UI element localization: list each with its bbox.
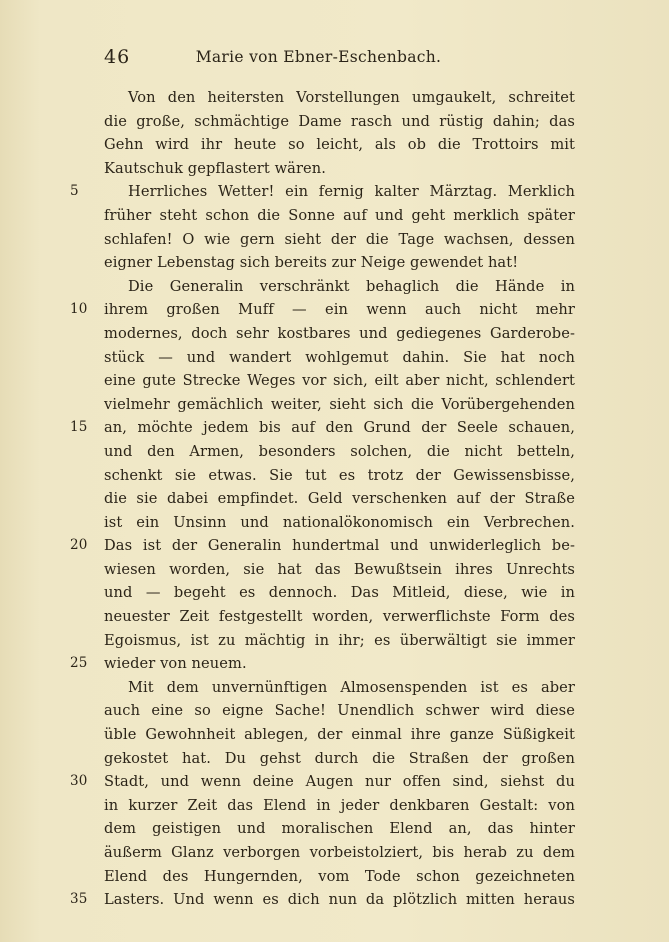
text-line — [70, 416, 575, 440]
text-line — [104, 699, 575, 723]
line-text: neuester Zeit festgestellt worden, verwerflichste Form des — [104, 608, 575, 626]
line-number: 10 — [70, 301, 88, 318]
text-line — [104, 817, 575, 841]
text-line — [104, 251, 575, 275]
text-line — [104, 110, 575, 134]
line-text: auch eine so eigne Sache! Unendlich schwer wird diese — [104, 702, 575, 720]
text-line — [104, 369, 575, 393]
line-text: dem geistigen und moralischen Elend an, das hinter — [104, 820, 575, 838]
line-text: die sie dabei empfindet. Geld verschenken auf der Straße — [104, 490, 575, 508]
text-line — [70, 180, 575, 204]
line-text: eine gute Strecke Weges vor sich, eilt aber nicht, schlendert — [104, 372, 575, 390]
page-number: 46 — [104, 46, 131, 68]
line-number: 15 — [70, 419, 88, 436]
line-text: Kautschuk gepflastert wären. — [104, 159, 327, 177]
text-line — [70, 652, 575, 676]
text-line — [70, 298, 575, 322]
line-text: Gehn wird ihr heute so leicht, als ob die Trottoirs mit — [104, 136, 575, 154]
text-line — [104, 629, 575, 653]
text-line — [104, 393, 575, 417]
line-text: wiesen worden, sie hat das Bewußtsein ihres Unrechts — [104, 560, 575, 578]
line-text: vielmehr gemächlich weiter, sieht sich die Vorübergehenden — [104, 395, 575, 413]
line-text: Herrliches Wetter! ein fernig kalter Märztag. Merklich — [128, 183, 575, 201]
line-text: Elend des Hungernden, vom Tode schon gezeichneten — [104, 867, 575, 885]
line-text: modernes, doch sehr kostbares und gediegenes Garderobe- — [104, 324, 575, 342]
text-line — [104, 723, 575, 747]
line-text: Die Generalin verschränkt behaglich die Hände in — [128, 277, 575, 295]
text-line — [70, 888, 575, 912]
text-line — [104, 487, 575, 511]
running-title: Marie von Ebner-Eschenbach. — [195, 48, 442, 66]
line-number: 30 — [70, 773, 88, 790]
text-line — [104, 581, 575, 605]
line-text: üble Gewohnheit ablegen, der einmal ihre ganze Süßigkeit — [104, 726, 575, 744]
text-line — [104, 511, 575, 535]
line-text: und — begeht es dennoch. Das Mitleid, diese, wie in — [104, 584, 575, 602]
line-text: an, möchte jedem bis auf den Grund der Seele schauen, — [104, 419, 575, 437]
line-text: Von den heitersten Vorstellungen umgaukelt, schreitet — [128, 89, 575, 106]
line-text: ihrem großen Muff — ein wenn auch nicht mehr — [104, 301, 575, 319]
line-text: Mit dem unvernünftigen Almosenspenden ist es aber — [128, 678, 575, 696]
line-number: 35 — [70, 891, 88, 908]
text-line — [70, 770, 575, 794]
page-header — [60, 46, 577, 72]
line-text: die große, schmächtige Dame rasch und rüstig dahin; das — [104, 112, 575, 130]
line-text: Lasters. Und wenn es dich nun da plötzlich mitten heraus — [104, 891, 575, 909]
line-text: stück — und wandert wohlgemut dahin. Sie hat noch — [104, 348, 575, 366]
text-line — [70, 534, 575, 558]
text-line — [104, 605, 575, 629]
body-text — [70, 86, 575, 912]
text-line — [104, 346, 575, 370]
text-line — [104, 841, 575, 865]
text-line — [104, 228, 575, 252]
line-number: 5 — [70, 183, 79, 200]
line-text: eigner Lebenstag sich bereits zur Neige gewendet hat! — [104, 254, 519, 272]
line-text: wieder von neuem. — [104, 655, 247, 673]
line-text: schenkt sie etwas. Sie tut es trotz der Gewissensbisse, — [104, 466, 575, 484]
line-text: schlafen! O wie gern sieht der die Tage wachsen, dessen — [104, 230, 575, 248]
text-line — [104, 747, 575, 771]
line-text: Das ist der Generalin hundertmal und unwiderleglich be- — [104, 537, 575, 555]
line-text: ist ein Unsinn und nationalökonomisch ein Verbrechen. — [104, 513, 575, 531]
line-text: Stadt, und wenn deine Augen nur offen sind, siehst du — [104, 773, 575, 791]
text-line — [104, 676, 575, 700]
line-text: und den Armen, besonders solchen, die nicht betteln, — [104, 442, 575, 460]
line-text: äußerm Glanz verborgen vorbeistolziert, bis herab zu dem — [104, 844, 575, 861]
text-line — [104, 204, 575, 228]
text-line — [104, 440, 575, 464]
text-line — [104, 865, 575, 889]
text-line — [104, 86, 575, 110]
text-line — [104, 464, 575, 488]
line-number: 20 — [70, 537, 88, 554]
line-number: 25 — [70, 655, 88, 672]
text-line — [104, 157, 575, 181]
text-line — [104, 558, 575, 582]
text-line — [104, 322, 575, 346]
line-text: früher steht schon die Sonne auf und geht merklich später — [104, 206, 575, 224]
text-line — [104, 275, 575, 299]
line-text: gekostet hat. Du gehst durch die Straßen der großen — [104, 749, 575, 767]
line-text: Egoismus, ist zu mächtig in ihr; es überwältigt sie immer — [104, 631, 575, 649]
text-line — [104, 133, 575, 157]
line-text: in kurzer Zeit das Elend in jeder denkbaren Gestalt: von — [104, 796, 575, 814]
text-line — [104, 794, 575, 818]
